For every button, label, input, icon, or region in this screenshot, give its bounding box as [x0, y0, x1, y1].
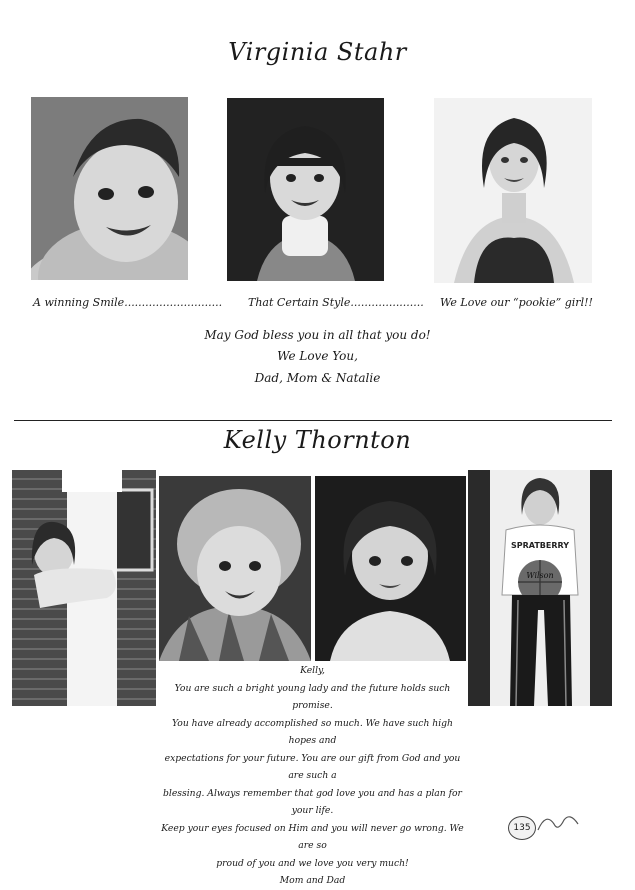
jersey-text: SPRATBERRY: [510, 541, 570, 550]
letter-line-2: You are such a bright young lady and the future holds such promise.: [174, 682, 451, 711]
section-title-virginia: Virginia Stahr: [228, 38, 407, 66]
photo-baby-bonnet: [159, 476, 311, 661]
letter-line-1: Kelly,: [300, 665, 325, 676]
photo-girl-bob: [227, 98, 384, 281]
page-number: 135: [508, 816, 536, 840]
photo-baby-smile: [31, 97, 188, 280]
section-divider: [14, 420, 612, 421]
photo-girl-porch-column: [12, 470, 156, 706]
message-line-2: We Love You,: [277, 349, 358, 363]
letter-line-3: You have already accomplished so much. We have such high hopes and: [172, 717, 453, 746]
caption-pookie-girl: We Love our “pookie” girl!!: [440, 296, 593, 309]
letter-line-5: blessing. Always remember that god love you and has a plan for your life.: [163, 787, 462, 816]
ball-text: Wilson: [526, 571, 554, 580]
letter-line-4: expectations for your future. You are our gift from God and you are such a: [164, 752, 461, 781]
message-line-3: Dad, Mom & Natalie: [254, 371, 381, 385]
photo-young-woman: [434, 98, 592, 283]
caption-certain-style: That Certain Style.....................: [248, 296, 424, 309]
photo-toddler-girl: [315, 476, 466, 661]
letter-line-7: proud of you and we love you very much!: [216, 857, 409, 869]
decorative-scribble-icon: [536, 810, 581, 838]
letter-line-8: Mom and Dad: [279, 875, 346, 886]
caption-winning-smile: A winning Smile............................: [33, 296, 223, 309]
letter-line-6: Keep your eyes focused on Him and you will never go wrong. We are so: [161, 822, 464, 851]
message-line-1: May God bless you in all that you do!: [204, 328, 431, 342]
photo-teen-basketball: [468, 470, 612, 706]
section-title-kelly: Kelly Thornton: [223, 426, 412, 454]
letter-block: [160, 662, 465, 890]
